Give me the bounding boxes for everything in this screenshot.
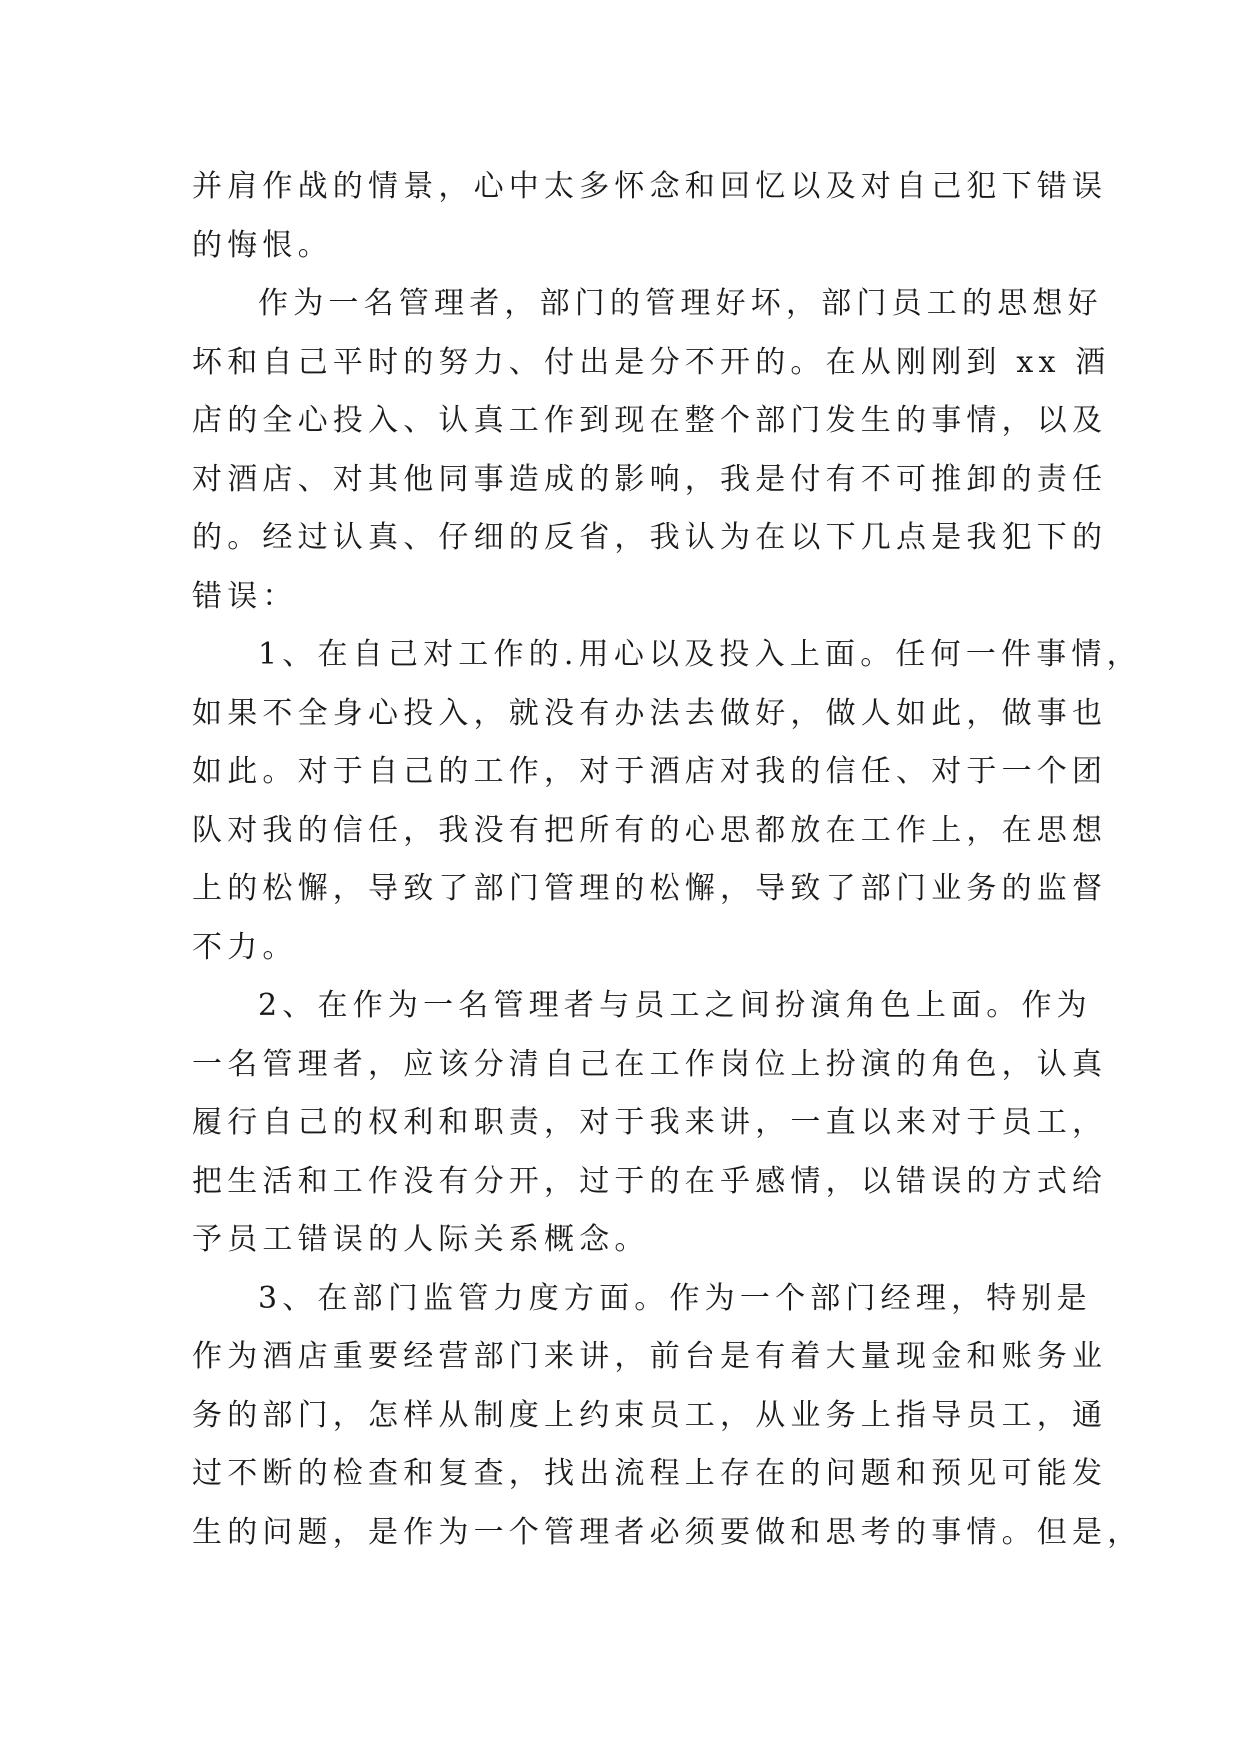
- text-line: 店的全心投入、认真工作到现在整个部门发生的事情，以及: [192, 403, 1108, 438]
- text-line: 并肩作战的情景，心中太多怀念和回忆以及对自己犯下错误: [192, 169, 1108, 204]
- text-line: 不力。: [192, 929, 298, 965]
- text-line: 的悔恨。: [192, 227, 333, 263]
- text-line: 过不断的检查和复查，找出流程上存在的问题和预见可能发: [192, 1456, 1108, 1491]
- text-line: 2、在作为一名管理者与员工之间扮演角色上面。作为: [258, 988, 1092, 1023]
- text-line: 如果不全身心投入，就没有办法去做好，做人如此，做事也: [192, 695, 1108, 731]
- text-line: 队对我的信任，我没有把所有的心思都放在工作上，在思想: [192, 812, 1108, 848]
- text-line: 作为酒店重要经营部门来讲，前台是有着大量现金和账务业: [192, 1339, 1108, 1374]
- text-line: 生的问题，是作为一个管理者必须要做和思考的事情。但是，: [192, 1514, 1143, 1550]
- text-line: 予员工错误的人际关系概念。: [192, 1222, 650, 1257]
- text-line: 坏和自己平时的努力、付出是分不开的。在从刚刚到 xx 酒: [192, 344, 1111, 380]
- text-line: 上的松懈，导致了部门管理的松懈，导致了部门业务的监督: [192, 871, 1108, 906]
- text-line: 履行自己的权利和职责，对于我来讲，一直以来对于员工，: [192, 1105, 1108, 1140]
- text-line: 1、在自己对工作的.用心以及投入上面。任何一件事情，: [258, 637, 1142, 672]
- document-body: [192, 158, 1143, 1562]
- text-line: 如此。对于自己的工作，对于酒店对我的信任、对于一个团: [192, 754, 1108, 789]
- text-line: 的。经过认真、仔细的反省，我认为在以下几点是我犯下的: [192, 520, 1108, 555]
- text-line: 对酒店、对其他同事造成的影响，我是付有不可推卸的责任: [192, 461, 1108, 497]
- text-line: 一名管理者，应该分清自己在工作岗位上扮演的角色，认真: [192, 1046, 1108, 1082]
- text-line: 3、在部门监管力度方面。作为一个部门经理，特别是: [258, 1280, 1092, 1316]
- text-line: 务的部门，怎样从制度上约束员工，从业务上指导员工，通: [192, 1397, 1108, 1433]
- text-line: 作为一名管理者，部门的管理好坏，部门员工的思想好: [258, 286, 1103, 321]
- text-line: 错误：: [192, 578, 298, 614]
- text-line: 把生活和工作没有分开，过于的在乎感情，以错误的方式给: [192, 1163, 1108, 1199]
